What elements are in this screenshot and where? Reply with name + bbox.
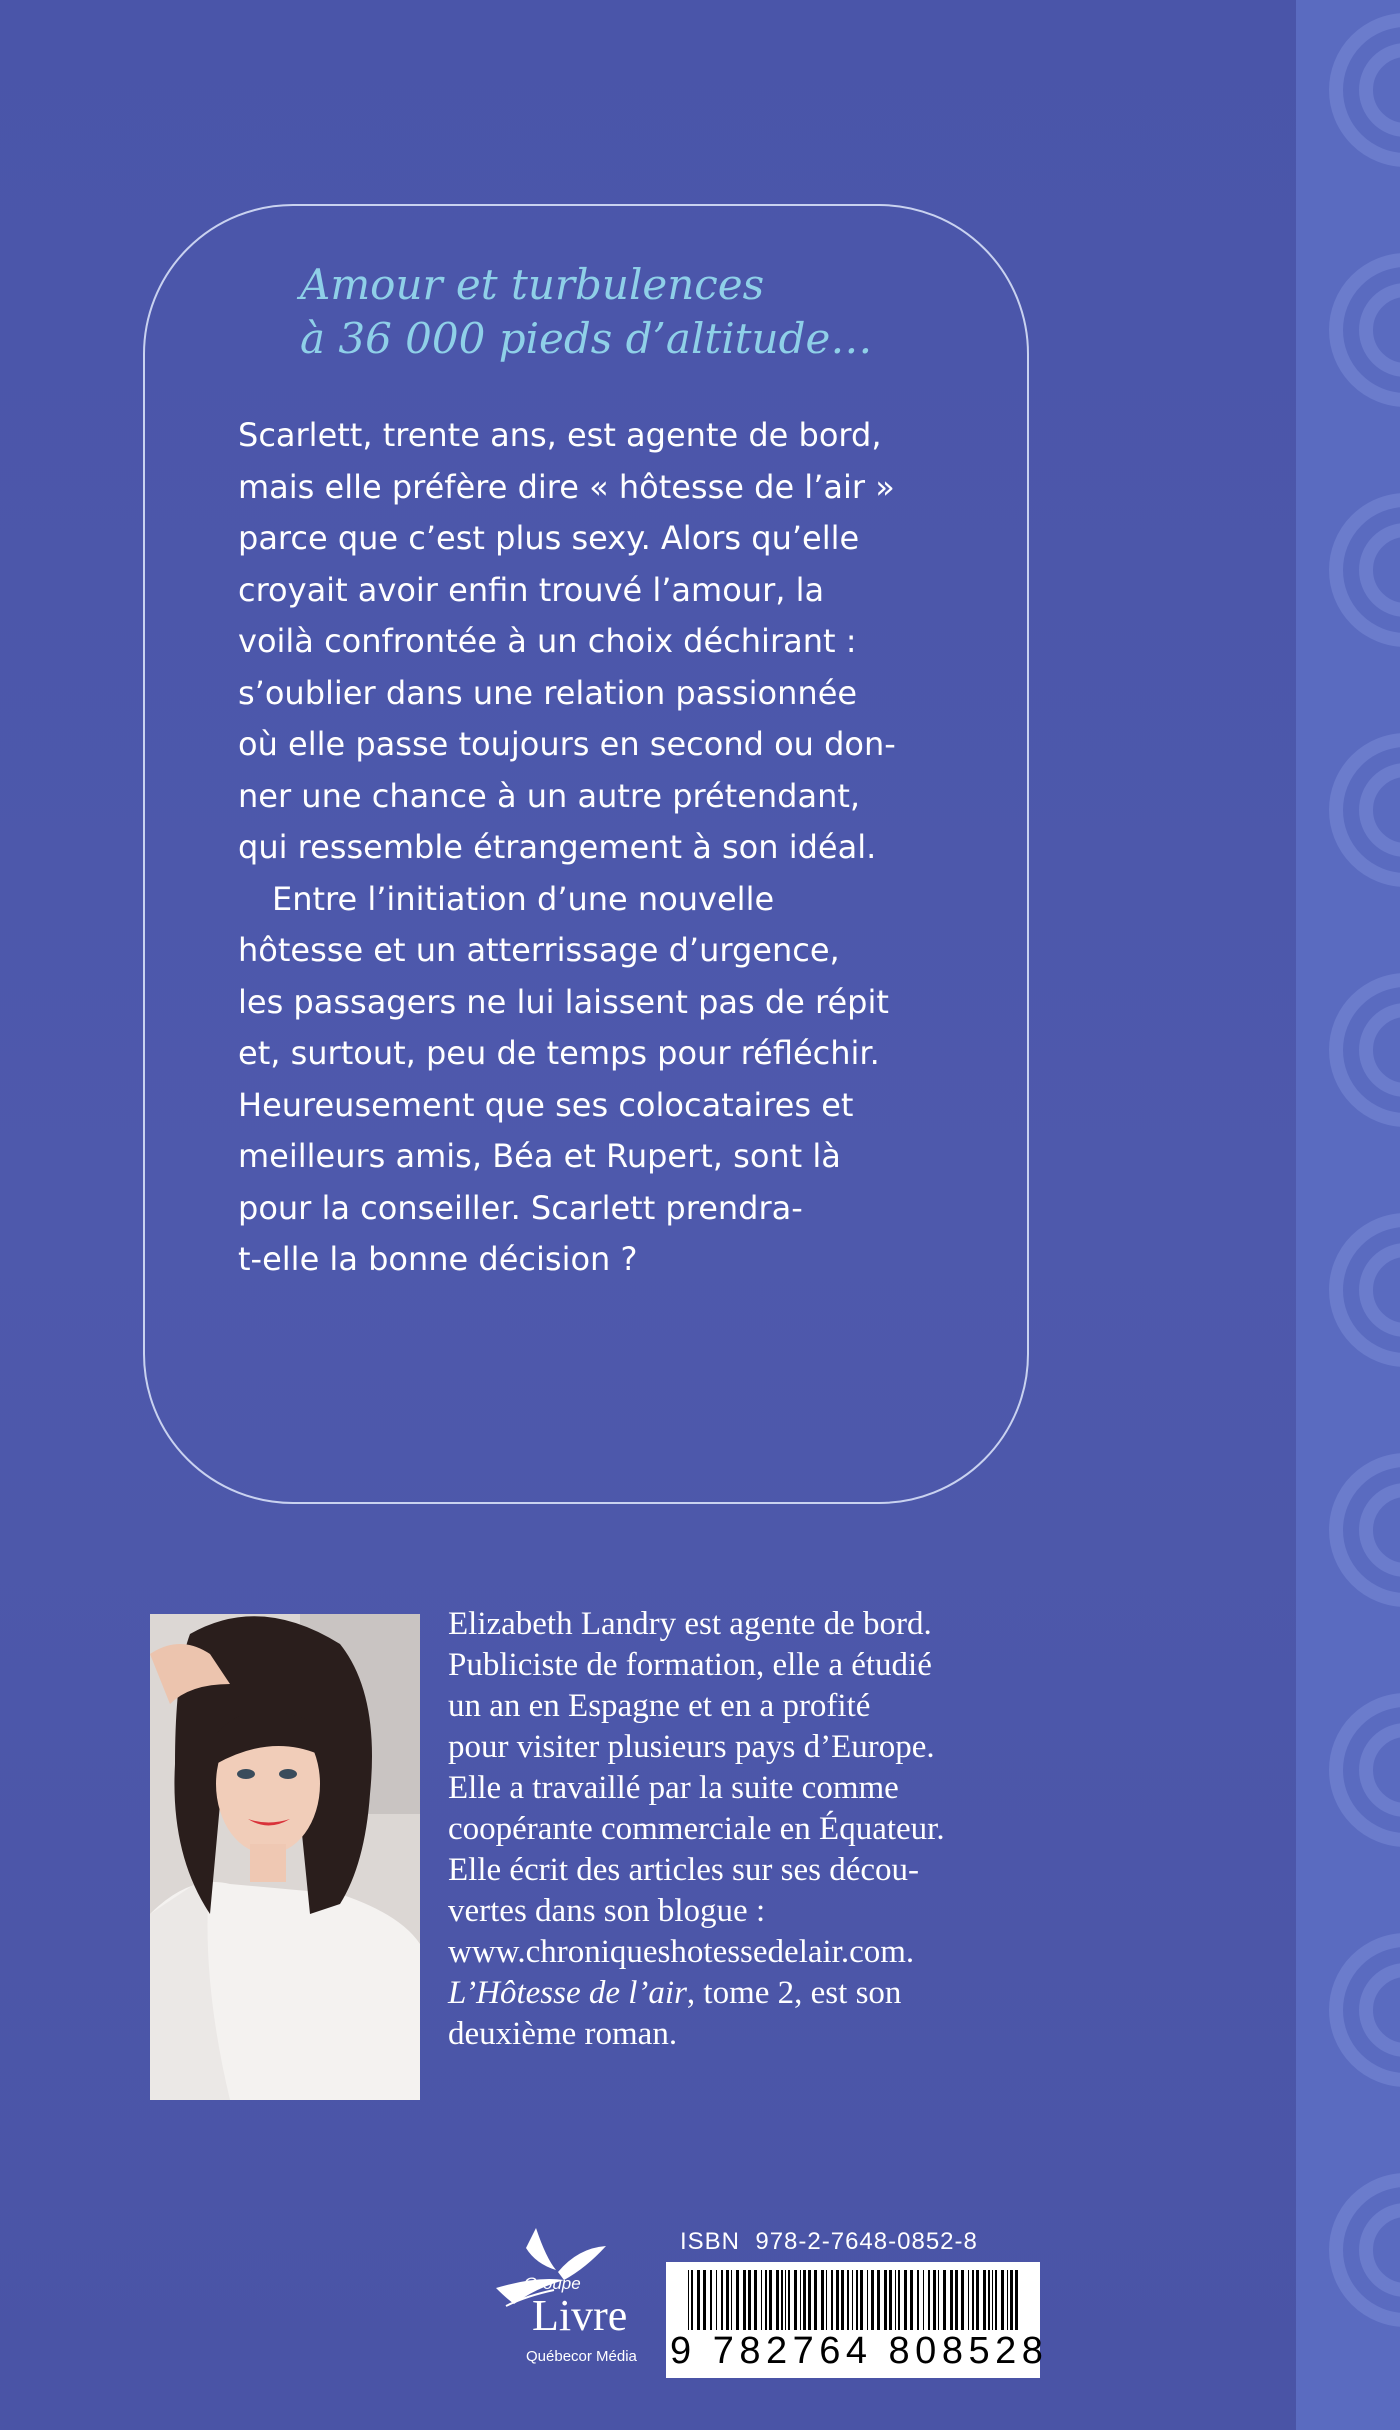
book-title: L’Hôtesse de l’air — [448, 1975, 687, 2011]
barcode-bar — [769, 2270, 772, 2334]
barcode-bar — [950, 2270, 953, 2334]
blurb-line: t-elle la bonne décision ? — [238, 1240, 638, 1278]
barcode-bar — [800, 2270, 801, 2334]
barcode-bar — [933, 2270, 936, 2334]
barcode-bar — [721, 2270, 723, 2334]
barcode-bar — [831, 2270, 833, 2334]
bio-line: vertes dans son blogue : — [448, 1893, 766, 1929]
barcode-bar — [808, 2270, 811, 2334]
bio-line: coopérante commerciale en Équateur. — [448, 1811, 945, 1847]
bio-line: Elle a travaillé par la suite comme — [448, 1770, 899, 1806]
barcode-bar — [923, 2270, 924, 2334]
blurb-line: parce que c’est plus sexy. Alors qu’elle — [238, 519, 860, 557]
barcode-bar — [803, 2270, 806, 2334]
barcode-bar — [917, 2270, 919, 2334]
publisher-name: Livre — [532, 2291, 628, 2340]
barcode-bar — [716, 2270, 717, 2334]
barcode-bar — [871, 2270, 874, 2334]
barcode-bar — [847, 2270, 849, 2334]
barcode-bar — [731, 2270, 732, 2334]
bio-line: Publiciste de formation, elle a étudié — [448, 1647, 932, 1683]
blurb-line: voilà confrontée à un choix déchirant : — [238, 622, 857, 660]
barcode-bar — [961, 2270, 964, 2334]
blurb-line: croyait avoir enfin trouvé l’amour, la — [238, 570, 825, 609]
bio-website: www.chroniqueshotessedelair.com. — [448, 1934, 915, 1970]
isbn-number: 978-2-7648-0852-8 — [755, 2228, 978, 2255]
isbn-label — [680, 2228, 978, 2256]
barcode-bar — [761, 2270, 762, 2334]
blurb-line: et, surtout, peu de temps pour réfléchir. — [238, 1034, 880, 1072]
bio-line: deuxième roman. — [448, 2016, 678, 2052]
blurb-line: les passagers ne lui laissent pas de répit — [238, 982, 889, 1021]
barcode-bar — [785, 2270, 786, 2334]
barcode-bar — [776, 2270, 779, 2334]
bio-line: Elle écrit des articles sur ses décou- — [448, 1852, 919, 1888]
barcode-bar — [856, 2270, 858, 2334]
bio-line-rest: , tome 2, est son — [686, 1975, 902, 2011]
tagline-line: à 36 000 pieds d’altitude… — [300, 314, 873, 363]
barcode-digits: 9 782764 808528 — [670, 2330, 1049, 2372]
blurb-line: mais elle préfère dire « hôtesse de l’air » — [238, 467, 895, 506]
barcode-bar — [943, 2270, 946, 2334]
barcode-bar — [781, 2270, 783, 2334]
tagline-line: Amour et turbulences — [300, 260, 765, 309]
barcode-bar — [703, 2270, 706, 2334]
publisher-group-label: Groupe — [524, 2274, 581, 2293]
barcode-bar — [691, 2270, 693, 2334]
barcode-bar — [788, 2270, 790, 2334]
barcode-bar — [904, 2270, 907, 2334]
barcode-bar — [860, 2270, 863, 2334]
barcode-bar — [814, 2270, 817, 2334]
barcode-bar — [1007, 2270, 1008, 2334]
barcode-bar — [821, 2270, 824, 2334]
barcode-bar — [884, 2270, 887, 2334]
barcode-bar — [928, 2270, 930, 2334]
blurb-line: Heureusement que ses colocataires et — [238, 1085, 854, 1124]
barcode-bar — [1015, 2270, 1018, 2334]
barcode-bar — [972, 2270, 974, 2334]
blurb-line: meilleurs amis, Béa et Rupert, sont là — [238, 1137, 841, 1175]
bio-line: un an en Espagne et en a profité — [448, 1688, 871, 1724]
barcode-bar — [794, 2270, 797, 2334]
barcode-bar — [765, 2270, 767, 2334]
barcode-bar — [1001, 2270, 1004, 2334]
barcode-bar — [688, 2270, 689, 2334]
barcode-bar — [988, 2270, 990, 2334]
barcode-bar — [889, 2270, 892, 2334]
barcode-bar — [898, 2270, 900, 2334]
barcode-bar — [697, 2270, 700, 2334]
blurb-line: hôtesse et un atterrissage d’urgence, — [238, 931, 840, 969]
barcode-bar — [867, 2270, 868, 2334]
barcode-bar — [826, 2270, 827, 2334]
bio-line: pour visiter plusieurs pays d’Europe. — [448, 1729, 935, 1765]
barcode-bar — [983, 2270, 986, 2334]
barcode-bar — [995, 2270, 997, 2334]
barcode-bar — [895, 2270, 896, 2334]
publisher-subtitle: Québecor Média — [526, 2348, 637, 2365]
barcode-bar — [836, 2270, 839, 2334]
barcode-bar — [968, 2270, 969, 2334]
author-photo — [150, 1614, 420, 2100]
bio-line — [448, 1973, 1088, 2014]
author-portrait-illustration — [150, 1614, 420, 2100]
barcode — [666, 2262, 1049, 2378]
barcode-bar — [754, 2270, 757, 2334]
blurb-line: Entre l’initiation d’une nouvelle — [272, 879, 775, 918]
barcode-bar — [1010, 2270, 1013, 2334]
spiral-pattern — [1296, 0, 1400, 2430]
barcode-bar — [992, 2270, 993, 2334]
blurb-line: pour la conseiller. Scarlett prendra- — [238, 1188, 803, 1227]
tagline — [300, 258, 1000, 366]
barcode-bar — [743, 2270, 746, 2334]
bio-line: Elizabeth Landry est agente de bord. — [448, 1606, 932, 1642]
barcode-bar — [938, 2270, 939, 2334]
isbn-prefix: ISBN — [680, 2228, 741, 2255]
blurb-line: Scarlett, trente ans, est agente de bord, — [238, 416, 882, 454]
barcode-bar — [976, 2270, 979, 2334]
blurb-text — [238, 410, 958, 1286]
barcode-bar — [841, 2270, 844, 2334]
barcode-bar — [877, 2270, 880, 2334]
barcode-bar — [736, 2270, 739, 2334]
decorative-spiral-band — [1296, 0, 1400, 2430]
blurb-line: ner une chance à un autre prétendant, — [238, 776, 861, 815]
barcode-bar — [910, 2270, 913, 2334]
barcode-bar — [852, 2270, 853, 2334]
blurb-line: où elle passe toujours en second ou don- — [238, 725, 896, 763]
barcode-bar — [726, 2270, 729, 2334]
blurb-line: qui ressemble étrangement à son idéal. — [238, 828, 877, 866]
barcode-bar — [955, 2270, 958, 2334]
blurb-line: s’oublier dans une relation passionnée — [238, 673, 858, 712]
barcode-bar — [710, 2270, 712, 2334]
barcode-bar — [748, 2270, 751, 2334]
author-bio — [448, 1604, 1088, 2055]
